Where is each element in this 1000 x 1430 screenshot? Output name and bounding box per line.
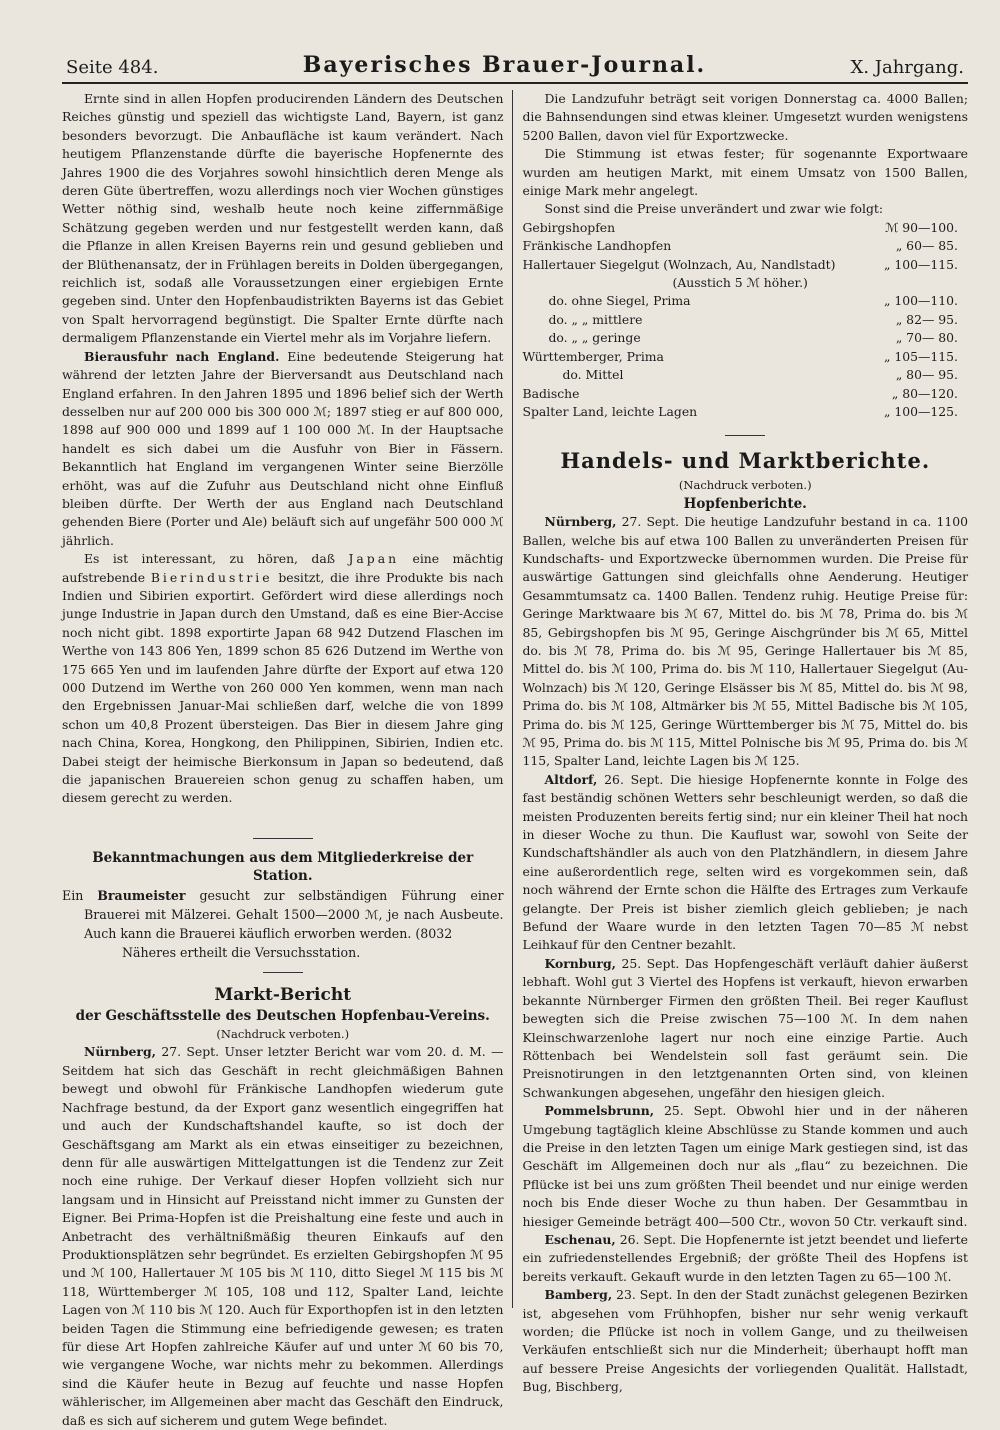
price-value: „ 80—120.: [891, 385, 958, 401]
price-value: „ 80— 95.: [895, 367, 958, 383]
price-row: [523, 403, 969, 421]
japan-text-b: eine mächtig aufstrebende: [62, 551, 504, 585]
industry-word: Bierindustrie: [150, 569, 273, 585]
japan-text-a: Es ist interessant, zu hören, daß: [84, 551, 336, 567]
price-value: „ 105—115.: [884, 348, 958, 364]
price-row: [523, 274, 969, 292]
left-column: [62, 90, 512, 1428]
journal-title: Bayerisches Brauer-Journal.: [302, 52, 707, 78]
section-divider: [253, 838, 313, 839]
page-header: [62, 50, 968, 84]
reprint-note: (Nachdruck verboten.): [216, 1027, 350, 1042]
price-name: Spalter Land, leichte Lagen: [522, 403, 698, 419]
notice-block: [62, 886, 504, 962]
price-row: [523, 311, 969, 329]
price-name: do. ohne Siegel, Prima: [548, 293, 691, 309]
price-row: [523, 366, 969, 384]
price-value: „ 70— 80.: [895, 330, 958, 346]
price-value: ℳ 90—100.: [885, 219, 958, 235]
japan-paragraph: [62, 550, 504, 808]
report-text: 26. Sept. Die Hopfenernte ist jetzt beendet und lieferte ein zufriedenstellendes Ergebniß; der größte Theil des Hopfens ist bereits verkauft. Gekauft wurde in den letzten Tagen zu 65—100 ℳ.: [522, 1231, 968, 1284]
beer-export-text: Eine bedeutende Steigerung hat während der letzten Jahre der Bierversandt aus Deutschland nach England erfahren. In den Jahren 1895 und 1896 belief sich der Werth desselben nur auf 200 000 bis 300 000 ℳ; 1897 stieg er auf 800 000, 1898 auf 900 000 und 1899 auf 1 100 000 ℳ. In der Hauptsache handelt es sich dabei um die Ausfuhr von Bier in Fässern. Bekanntlich hat England im vergangenen Winter seine Bierzölle erhöht, was auf die Zufuhr aus Deutschland nicht ohne Einfluß bleiben dürfte. Der Werth der aus England nach Deutschland gehenden Biere (Porter und Ale) beläuft sich auf ungefähr 500 000 ℳ jährlich.: [62, 348, 504, 548]
price-row: [523, 219, 969, 237]
report-place: Altdorf,: [544, 771, 598, 787]
price-name: Württemberger, Prima: [522, 348, 664, 364]
price-name: do. „ „ mittlere: [548, 311, 643, 327]
price-row: [523, 256, 969, 274]
report-place: Eschenau,: [544, 1231, 616, 1247]
beer-export-paragraph: [62, 348, 504, 550]
market-report-place: Nürnberg,: [84, 1044, 156, 1060]
report-text: 26. Sept. Die hiesige Hopfenernte konnte in Folge des fast beständig schönen Wetters sehr beschleunigt werden, so daß die meisten Produzenten bereits fertig sind; nur ein kleiner Theil hat noch in dieser Woche zu thun. Die Kauflust war, sowohl von Seite der Kundschaftshändler als auch von den Platzhändlern, in diesem Jahre eine außerordentlich rege, selten wird es vorgekommen sein, daß noch während der Ernte schon die Hälfte des Ertrages zum Verkaufe gelangte. Der Preis ist bisher ziemlich gleich geblieben; je nach Befund der Waare wurde in den letzten Tagen 70—85 ℳ nebst Leihkauf für den Centner bezahlt.: [522, 771, 968, 953]
price-name: do. „ „ geringe: [548, 330, 641, 346]
market-report-subtitle: der Geschäftsstelle des Deutschen Hopfenbau-Vereins.: [75, 1007, 490, 1024]
page-number: Seite 484.: [66, 57, 159, 78]
report-place: Kornburg,: [544, 955, 616, 971]
market-report-body: 27. Sept. Unser letzter Bericht war vom 20. d. M. — Seitdem hat sich das Geschäft in recht gleichmäßigen Bahnen bewegt und obwohl für Fränkische Landhopfen wiederum gute Nachfrage bestund, da der Export ganz wesentlich eingegriffen hat und auch der Kundschaftshandel kaufte, so ist doch der Geschäftsgang am Markt als ein etwas einseitiger zu bezeichnen, denn für alle auswärtigen Mittelgattungen ist die Tendenz zur Zeit noch eine ruhige. Der Verkauf dieser Hopfen vollzieht sich nur langsam und in Hinsicht auf Preisstand nicht immer zu Gunsten der Eigner. Bei Prima-Hopfen ist die Preishaltung eine feste und auch in Anbetracht des verhältnißmäßig theuren Einkaufs auf den Produktionsplätzen sehr begründet. Es erzielten Gebirgshopfen ℳ 95 und ℳ 100, Hallertauer ℳ 105 bis ℳ 110, ditto Siegel ℳ 115 bis ℳ 118, Württemberger ℳ 105, 108 und 112, Spalter Land, leichte Lagen von ℳ 110 bis ℳ 120. Auch für Exporthopfen ist in den letzten beiden Tagen die Stimmung eine befriedigende gewesen; es traten für diese Art Hopfen zahlreiche Käufer auf und unter ℳ 60 bis 70, wie vergangene Woche, war nichts mehr zu bekommen. Allerdings sind die Käufer heute in Bezug auf feuchte und nasse Hopfen wählerischer, im Allgemeinen aber macht das Geschäft den Eindruck, daß es sich auf sicherem und gutem Wege befindet.: [62, 1044, 504, 1428]
notice-contact: Näheres ertheilt die Versuchsstation.: [122, 944, 361, 960]
report-entry: [523, 955, 969, 1102]
report-text: 27. Sept. Die heutige Landzufuhr bestand in ca. 1100 Ballen, welche bis auf etwa 100 Ballen zu unveränderten Preisen für Kundschafts- und Exportzwecke übernommen wurden. Die Preise für auswärtige Gattungen sind gleichfalls ohne Aenderung. Heutiger Gesammtumsatz ca. 1400 Ballen. Tendenz ruhig. Heutige Preise für: Geringe Marktwaare bis ℳ 67, Mittel do. bis ℳ 78, Prima do. bis ℳ 85, Gebirgshopfen bis ℳ 95, Geringe Aischgründer bis ℳ 65, Mittel do. bis ℳ 78, Prima do. bis ℳ 95, Geringe Hallertauer bis ℳ 85, Mittel do. bis ℳ 100, Prima do. bis ℳ 110, Hallertauer Siegelgut (Au-Wolnzach) bis ℳ 120, Geringe Elsässer bis ℳ 85, Mittel do. bis ℳ 98, Prima do. bis ℳ 108, Altmärker bis ℳ 55, Mittel Badische bis ℳ 105, Prima do. bis ℳ 125, Geringe Württemberger bis ℳ 75, Mittel do. bis ℳ 95, Prima do. bis ℳ 115, Mittel Polnische bis ℳ 95, Prima do. bis ℳ 115, Spalter Land, leichte Lagen bis ℳ 125.: [522, 514, 968, 769]
notice-ad-a: Ein: [62, 887, 84, 903]
report-entry: [523, 1102, 969, 1231]
japan-text-c: besitzt, die ihre Produkte bis nach Indien und Sibirien exportirt. Gefördert wird diese allerdings noch junge Industrie in Japan durch den Umstand, daß es eine Bier-Accise noch nicht gibt. 1898 exportirte Japan 68 942 Dutzend Flaschen im Werthe von 143 806 Yen, 1899 schon 85 626 Dutzend im Werthe von 175 665 Yen und im laufenden Jahre dürfte der Export auf etwa 120 000 Dutzend im Werthe von 260 000 Yen kommen, wenn man nach den Ergebnissen Januar-Mai schließen darf, welche die von 1899 schon um 40,8 Prozent übersteigen. Das Bier in diesem Jahre ging nach China, Korea, Hongkong, den Philippinen, Sibirien, Indien etc. Dabei steigt der heimische Bierkonsum in Japan so bedeutend, daß die japanischen Brauereien schon genug zu schaffen haben, um diesem gerecht zu werden.: [62, 569, 504, 806]
price-value: „ 82— 95.: [895, 311, 958, 327]
notice-ad-text: gesucht zur selbständigen Führung einer Brauerei mit Mälzerei. Gehalt 1500—2000 ℳ, je nach Ausbeute. Auch kann die Brauerei käuflich erworben werden. (8032: [84, 887, 504, 941]
section-divider: [725, 435, 765, 436]
notice-heading: Bekanntmachungen aus dem Mitgliederkreise der Station.: [92, 849, 474, 885]
report-entry: [523, 1286, 969, 1396]
price-list: [523, 219, 969, 421]
price-name: Hallertauer Siegelgut (Wolnzach, Au, Nandlstadt): [522, 256, 836, 272]
right-column: [513, 90, 969, 1395]
volume-label: X. Jahrgang.: [850, 57, 964, 78]
beer-export-heading: Bierausfuhr nach England.: [84, 348, 280, 364]
report-text: 25. Sept. Obwohl hier und in der näheren Umgebung tagtäglich kleine Abschlüsse zu Stande kommen und auch die Preise in den letzten Tagen um einige Mark gestiegen sind, ist das Geschäft im Allgemeinen doch nur als „flau“ zu bezeichnen. Die Pflücke ist bei uns zum größten Theil beendet und nur einige werden noch bis Ende dieser Woche zu thun haben. Der Gesammtbau in hiesiger Gemeinde beträgt 400—500 Ctr., wovon 50 Ctr. verkauft sind.: [522, 1103, 968, 1229]
mood-paragraph: Die Stimmung ist etwas fester; für sogenannte Exportwaare wurden am heutigen Markt, mit einem Umsatz von 1500 Ballen, einige Mark mehr angelegt.: [522, 146, 968, 199]
report-entry: [523, 513, 969, 771]
price-row: [523, 385, 969, 403]
price-value: „ 100—125.: [884, 403, 958, 419]
price-value: „ 100—115.: [884, 256, 958, 272]
report-place: Nürnberg,: [544, 514, 617, 530]
reprint-note: (Nachdruck verboten.): [678, 478, 812, 493]
japan-word: Japan: [348, 551, 400, 567]
price-name: Fränkische Landhopfen: [522, 238, 672, 254]
trade-reports-title: Handels- und Marktberichte.: [560, 448, 931, 474]
market-report-text: [62, 1043, 504, 1430]
price-name: Badische: [522, 385, 580, 401]
hop-harvest-paragraph: Ernte sind in allen Hopfen producirenden Ländern des Deutschen Reiches günstig und speziell das wichtigste Land, Bayern, ist ganz besonders bevorzugt. Die Anbaufläche ist kaum verändert. Nach heutigem Pflanzenstande dürfte die bayerische Hopfenernte des Jahres 1900 die des Vorjahres sowohl hinsichtlich deren Menge als deren Güte übertreffen, wozu allerdings noch vier Wochen günstiges Wetter nöthig sind, weshalb heute noch keine ziffernmäßige Schätzung gegeben werden und nur festgestellt werden kann, daß die Pflanze in allen Kreisen Bayerns rein und gesund geblieben und der Blüthenansatz, der in Frühlagen bereits in Dolden übergegangen, reichlich ist, sodaß alle Voraussetzungen einer ergiebigen Ernte gegeben sind. Unter den Hopfenbaudistrikten Bayerns ist das Gebiet von Spalt hervorragend begünstigt. Die Spalter Ernte dürfte nach dermaligem Pflanzenstande ein Viertel mehr als im Vorjahre liefern.: [62, 91, 504, 346]
price-row: [523, 329, 969, 347]
hop-reports-subtitle: Hopfenberichte.: [683, 495, 807, 512]
columns: [62, 90, 969, 1428]
price-name: (Ausstich 5 ℳ höher.): [672, 275, 808, 291]
report-place: Pommelsbrunn,: [544, 1103, 655, 1119]
price-value: „ 60— 85.: [895, 238, 958, 254]
price-row: [523, 292, 969, 310]
market-report-title: Markt-Bericht: [214, 984, 352, 1005]
price-value: „ 100—110.: [884, 293, 958, 309]
report-entry: [523, 1231, 969, 1286]
price-row: [523, 237, 969, 255]
report-text: 23. Sept. In den der Stadt zunächst gelegenen Bezirken ist, abgesehen vom Frühhopfen, bisher nur sehr wenig verkauft worden; die Pflücke ist noch in vollem Gange, und zu theilweisen Verkäufen entschließt sich nur die Minderheit; überhaupt hofft man auf bessere Preise Angesichts der vorliegenden Qualität. Hallstadt, Bug, Bischberg,: [522, 1287, 969, 1395]
section-divider: [263, 972, 303, 973]
price-row: [523, 348, 969, 366]
report-entry: [523, 771, 969, 955]
price-name: Gebirgshopfen: [522, 219, 616, 235]
land-supply-paragraph: Die Landzufuhr beträgt seit vorigen Donnerstag ca. 4000 Ballen; die Bahnsendungen sind etwas kleiner. Umgesetzt wurden wenigstens 5200 Ballen, davon viel für Exportzwecke.: [522, 91, 968, 143]
report-text: 25. Sept. Das Hopfengeschäft verläuft dahier äußerst lebhaft. Wohl gut 3 Viertel des Hopfens ist verkauft, hievon erwarben bekannte Nürnberger Firmen den größten Theil. Bei reger Kauflust bewegten sich die Preise zwischen 75—100 ℳ. In dem nahen Kleinschwarzenlohe lagert nur noch eine einzige Partie. Auch Röttenbach bei Wendelstein soll fast geräumt sein. Die Preisnotirungen in den letztgenannten Orten sind, von kleinen Schwankungen abgesehen, ungefähr den hiesigen gleich.: [522, 955, 968, 1100]
prices-intro: Sonst sind die Preise unverändert und zwar wie folgt:: [544, 201, 884, 217]
price-value: [870, 274, 958, 292]
price-name: do. Mittel: [562, 367, 624, 383]
notice-ad: [62, 886, 504, 943]
report-place: Bamberg,: [544, 1287, 613, 1303]
notice-ad-keyword: Braumeister: [97, 887, 186, 903]
